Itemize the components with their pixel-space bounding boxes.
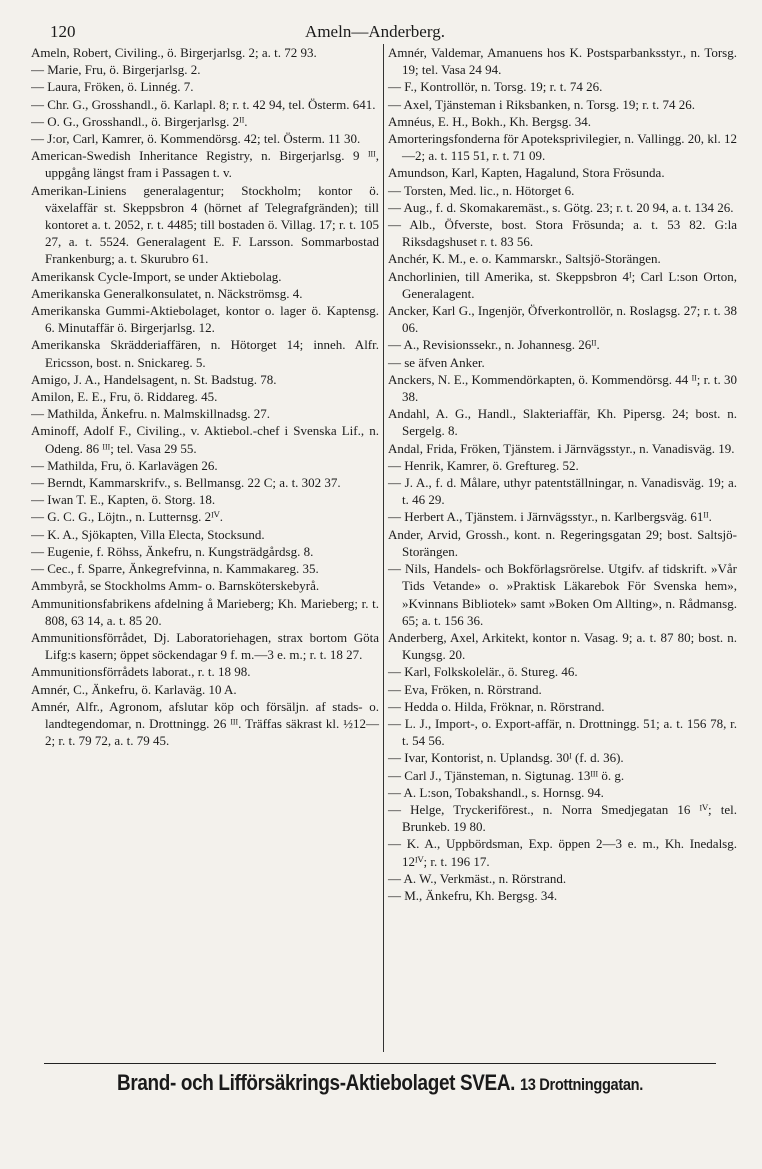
directory-entry: — Mathilda, Fru, ö. Karlavägen 26. (31, 457, 218, 473)
directory-entry: — Henrik, Kamrer, ö. Greftureg. 52. (388, 457, 579, 473)
directory-entry: Amorteringsfonderna för Apoteksprivilegier, n. Vallingg. 20, kl. 12—2; a. t. 115 51, r. t. 71 09. (388, 131, 737, 164)
directory-entry: Ammunitionsförrådets laborat., r. t. 18 98. (31, 664, 251, 680)
page-header (50, 22, 700, 46)
directory-entry: — Torsten, Med. lic., n. Hötorget 6. (388, 182, 575, 198)
directory-entry: Ammunitionsförrådet, Dj. Laboratoriehagen, strax bortom Göta Lifg:s kasern; öppet söckendagar 9 f. m.—3 e. m.; r. t. 18 27. (31, 629, 379, 663)
directory-entry: — Herbert A., Tjänstem. i Järnvägsstyr., n. Karlbergsväg. 61ᴵᴵ. (388, 509, 712, 525)
directory-entry: Amnér, Valdemar, Amanuens hos K. Postsparbanksstyr., n. Torsg. 19; tel. Vasa 24 94. (388, 45, 737, 78)
directory-entry: — A. L:son, Tobakshandl., s. Hornsg. 94. (388, 784, 604, 800)
advertisement-address: 13 Drottninggatan. (519, 1075, 643, 1094)
directory-entry: — Carl J., Tjänsteman, n. Sigtunag. 13ᴵᴵᴵ ö. g. (388, 767, 625, 783)
directory-entry: — Iwan T. E., Kapten, ö. Storg. 18. (31, 492, 216, 508)
directory-entry: — Marie, Fru, ö. Birgerjarlsg. 2. (31, 62, 201, 78)
directory-entry: — O. G., Grosshandl., ö. Birgerjarlsg. 2ᴵᴵ. (31, 113, 248, 129)
directory-entry: — F., Kontrollör, n. Torsg. 19; r. t. 74 26. (388, 79, 603, 95)
directory-entry: Amerikanska Gummi-Aktiebolaget, kontor o. lager ö. Kaptensg. 6. Minutaffär ö. Birgerjarlsg. 12. (31, 303, 379, 336)
directory-entry: — L. J., Import-, o. Export-affär, n. Drottningg. 51; a. t. 156 78, r. t. 54 56. (388, 715, 737, 749)
directory-entry: American-Swedish Inheritance Registry, n. Birgerjarlsg. 9 ᴵᴵᴵ, uppgång längst fram i Passagen t. v. (31, 148, 379, 181)
directory-entry: Amigo, J. A., Handelsagent, n. St. Badstug. 78. (31, 371, 277, 387)
directory-entry: — Berndt, Kammarskrifv., s. Bellmansg. 22 C; a. t. 302 37. (31, 475, 341, 491)
directory-entry: Amilon, E. E., Fru, ö. Riddareg. 45. (31, 389, 218, 405)
directory-entry: Amerikanska Generalkonsulatet, n. Näckströmsg. 4. (31, 285, 303, 301)
directory-entry: Amnér, C., Änkefru, ö. Karlaväg. 10 A. (31, 681, 237, 697)
directory-entry: — se äfven Anker. (388, 354, 485, 370)
directory-entry: Anchorlinien, till Amerika, st. Skeppsbron 4ᴵ; Carl L:son Orton, Generalagent. (388, 268, 737, 301)
directory-entry: — J. A., f. d. Målare, uthyr patentställningar, n. Vanadisväg. 19; a. t. 46 29. (388, 475, 737, 508)
directory-entry: — Eva, Fröken, n. Rörstrand. (388, 681, 542, 697)
directory-entry: — G. C. G., Löjtn., n. Lutternsg. 2ᴵⱽ. (31, 509, 223, 525)
directory-entry: — Chr. G., Grosshandl., ö. Karlapl. 8; r. t. 42 94, tel. Österm. 641. (31, 96, 376, 112)
directory-entry: — M., Änkefru, Kh. Bergsg. 34. (388, 887, 558, 903)
directory-entry: — Cec., f. Sparre, Änkegrefvinna, n. Kammakareg. 35. (31, 561, 319, 577)
directory-entry: Amerikanska Skrädderiaffären, n. Hötorget 14; inneh. Alfr. Ericsson, bost. n. Snickareg. 5. (31, 337, 379, 370)
directory-entry: Ammbyrå, se Stockholms Amm- o. Barnsköterskebyrå. (31, 578, 320, 594)
directory-entry: Ancker, Karl G., Ingenjör, Öfverkontrollör, n. Roslagsg. 27; r. t. 38 06. (388, 303, 737, 336)
directory-entry: Amerikansk Cycle-Import, se under Aktiebolag. (31, 268, 282, 284)
directory-entry: — Hedda o. Hilda, Fröknar, n. Rörstrand. (388, 698, 605, 714)
directory-entry: Anckers, N. E., Kommendörkapten, ö. Kommendörsg. 44 ᴵᴵ; r. t. 30 38. (388, 371, 737, 405)
directory-entry: — Eugenie, f. Röhss, Änkefru, n. Kungsträdgårdsg. 8. (31, 543, 314, 559)
directory-entry: — A., Revisionssekr., n. Johannesg. 26ᴵᴵ. (388, 337, 600, 353)
directory-entry: — Axel, Tjänsteman i Riksbanken, n. Torsg. 19; r. t. 74 26. (388, 96, 695, 112)
advertisement-banner (91, 1067, 669, 1099)
directory-entry: — Karl, Folkskolelär., ö. Stureg. 46. (388, 664, 578, 680)
directory-entry: Amnéus, E. H., Bokh., Kh. Bergsg. 34. (388, 113, 592, 129)
advertisement-rule (44, 1063, 716, 1064)
directory-entry: Ander, Arvid, Grossh., kont. n. Regeringsgatan 29; bost. Saltsjö-Storängen. (388, 526, 737, 559)
directory-entry: — Nils, Handels- och Bokförlagsrörelse. Utgifv. af tidskrift. »Vår Tids Vetande» o. »Praktisk Läkarebok För Svenska hem», »Kvinnans Bibliotek» samt »Boken Om Allting», n. Rådmansg. 65; a. t. 156 36. (388, 561, 737, 628)
directory-entry: Amnér, Alfr., Agronom, afslutar köp och försäljn. af stads- o. landtegendomar, n. Drottningg. 26 ᴵᴵᴵ. Träffas säkrast kl. ½12—2; r. t. 79 72, a. t. 79 45. (31, 698, 379, 749)
directory-entry: — Laura, Fröken, ö. Linnég. 7. (31, 79, 194, 95)
directory-entry: — Alb., Öfverste, bost. Stora Frösunda; a. t. 53 82. G:la Riksdagshuset r. t. 83 56. (388, 217, 737, 250)
directory-entry: — J:or, Carl, Kamrer, ö. Kommendörsg. 42; tel. Österm. 11 30. (31, 131, 361, 147)
directory-entry: — A. W., Verkmäst., n. Rörstrand. (388, 870, 567, 886)
left-column (31, 44, 384, 1052)
directory-entry: Ammunitionsfabrikens afdelning å Marieberg; Kh. Marieberg; r. t. 808, 63 14, a. t. 85 20. (31, 595, 379, 628)
directory-entry: Amerikan-Liniens generalagentur; Stockholm; kontor ö. växelaffär st. Skeppsbron 4 (hörnet af Telegrafgränden); till kontoret a. t. 2052, r. t. 4485; till bostaden ö. Villag. 17; r. t. 105 27, a. t. 5524. Generalagent E. F. Larsson. Sommarbostad Frankenburg; a. t. Skurubro 61. (31, 182, 379, 267)
directory-entry: — Helge, Tryckeriförest., n. Norra Smedjegatan 16 ᴵⱽ; tel. Brunkeb. 19 80. (388, 801, 737, 835)
directory-entry: Anderberg, Axel, Arkitekt, kontor n. Vasag. 9; a. t. 87 80; bost. n. Kungsg. 20. (388, 629, 737, 663)
running-head: Ameln—Anderberg. (305, 22, 445, 41)
directory-entry: Ameln, Robert, Civiling., ö. Birgerjarlsg. 2; a. t. 72 93. (31, 45, 317, 60)
directory-entry: — Aug., f. d. Skomakaremäst., s. Götg. 23; r. t. 20 94, a. t. 134 26. (388, 199, 734, 215)
directory-entry: Amundson, Karl, Kapten, Hagalund, Stora Frösunda. (388, 165, 665, 181)
page-number: 120 (50, 22, 76, 41)
directory-entry: Anchér, K. M., e. o. Kammarskr., Saltsjö-Storängen. (388, 251, 661, 267)
right-column (384, 44, 737, 1052)
directory-entry: Andahl, A. G., Handl., Slakteriaffär, Kh. Pipersg. 24; bost. n. Sergelg. 8. (388, 406, 737, 439)
directory-entry: — K. A., Sjökapten, Villa Electa, Stocksund. (31, 526, 265, 542)
directory-entry: Aminoff, Adolf F., Civiling., v. Aktiebol.-chef i Svenska Lif., n. Odeng. 86 ᴵᴵᴵ; tel. Vasa 29 55. (31, 423, 379, 456)
directory-columns (31, 44, 737, 1052)
directory-entry: — Ivar, Kontorist, n. Uplandsg. 30ᴵ (f. d. 36). (388, 750, 624, 766)
directory-entry: — K. A., Uppbördsman, Exp. öppen 2—3 e. m., Kh. Inedalsg. 12ᴵⱽ; r. t. 196 17. (388, 836, 737, 869)
directory-entry: Andal, Frida, Fröken, Tjänstem. i Järnvägsstyr., n. Vanadisväg. 19. (388, 440, 735, 456)
directory-entry: — Mathilda, Änkefru. n. Malmskillnadsg. 27. (31, 406, 271, 422)
advertisement-company: Brand- och Lifförsäkrings-Aktiebolaget SVEA. (117, 1070, 516, 1095)
